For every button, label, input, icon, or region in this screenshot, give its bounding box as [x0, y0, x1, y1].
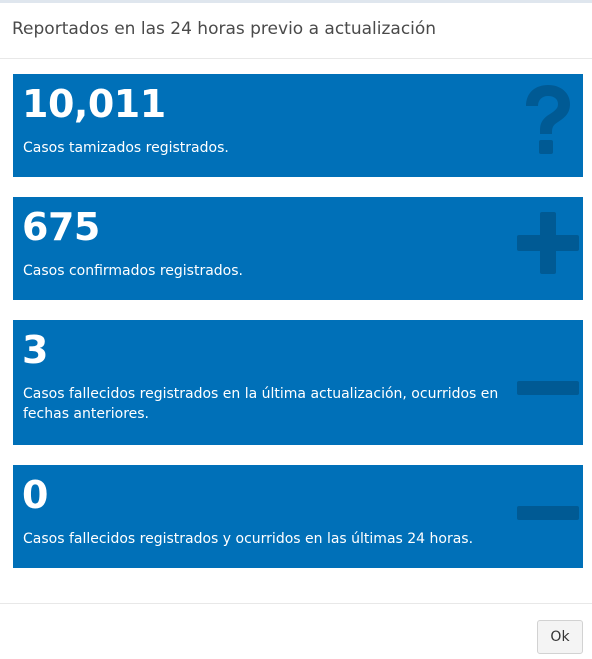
stat-value: 0: [22, 473, 48, 517]
stat-value: 3: [22, 328, 48, 372]
stat-card-deaths-24h: [13, 465, 583, 568]
stat-card-confirmed: [13, 197, 583, 300]
question-icon: [517, 80, 579, 160]
stat-value: 675: [22, 205, 100, 249]
stat-description: Casos confirmados registrados.: [23, 263, 243, 279]
stat-description: Casos tamizados registrados.: [23, 140, 229, 156]
minus-icon: [517, 348, 579, 428]
plus-icon: [517, 203, 579, 283]
stat-value: 10,011: [22, 82, 166, 126]
modal-footer: [0, 603, 592, 659]
stat-description: Casos fallecidos registrados y ocurridos en las últimas 24 horas.: [23, 531, 474, 547]
ok-button[interactable]: Ok: [537, 620, 583, 654]
stat-card-screened: [13, 74, 583, 177]
stat-card-deaths-previous: [13, 320, 583, 445]
stat-description: Casos fallecidos registrados en la última actualización, ocurridos en fechas anteriores.: [23, 386, 499, 422]
minus-icon: [517, 473, 579, 553]
modal-header: [0, 3, 592, 59]
modal-title: Reportados en las 24 horas previo a actualización: [12, 19, 437, 39]
modal-body: [0, 60, 592, 602]
